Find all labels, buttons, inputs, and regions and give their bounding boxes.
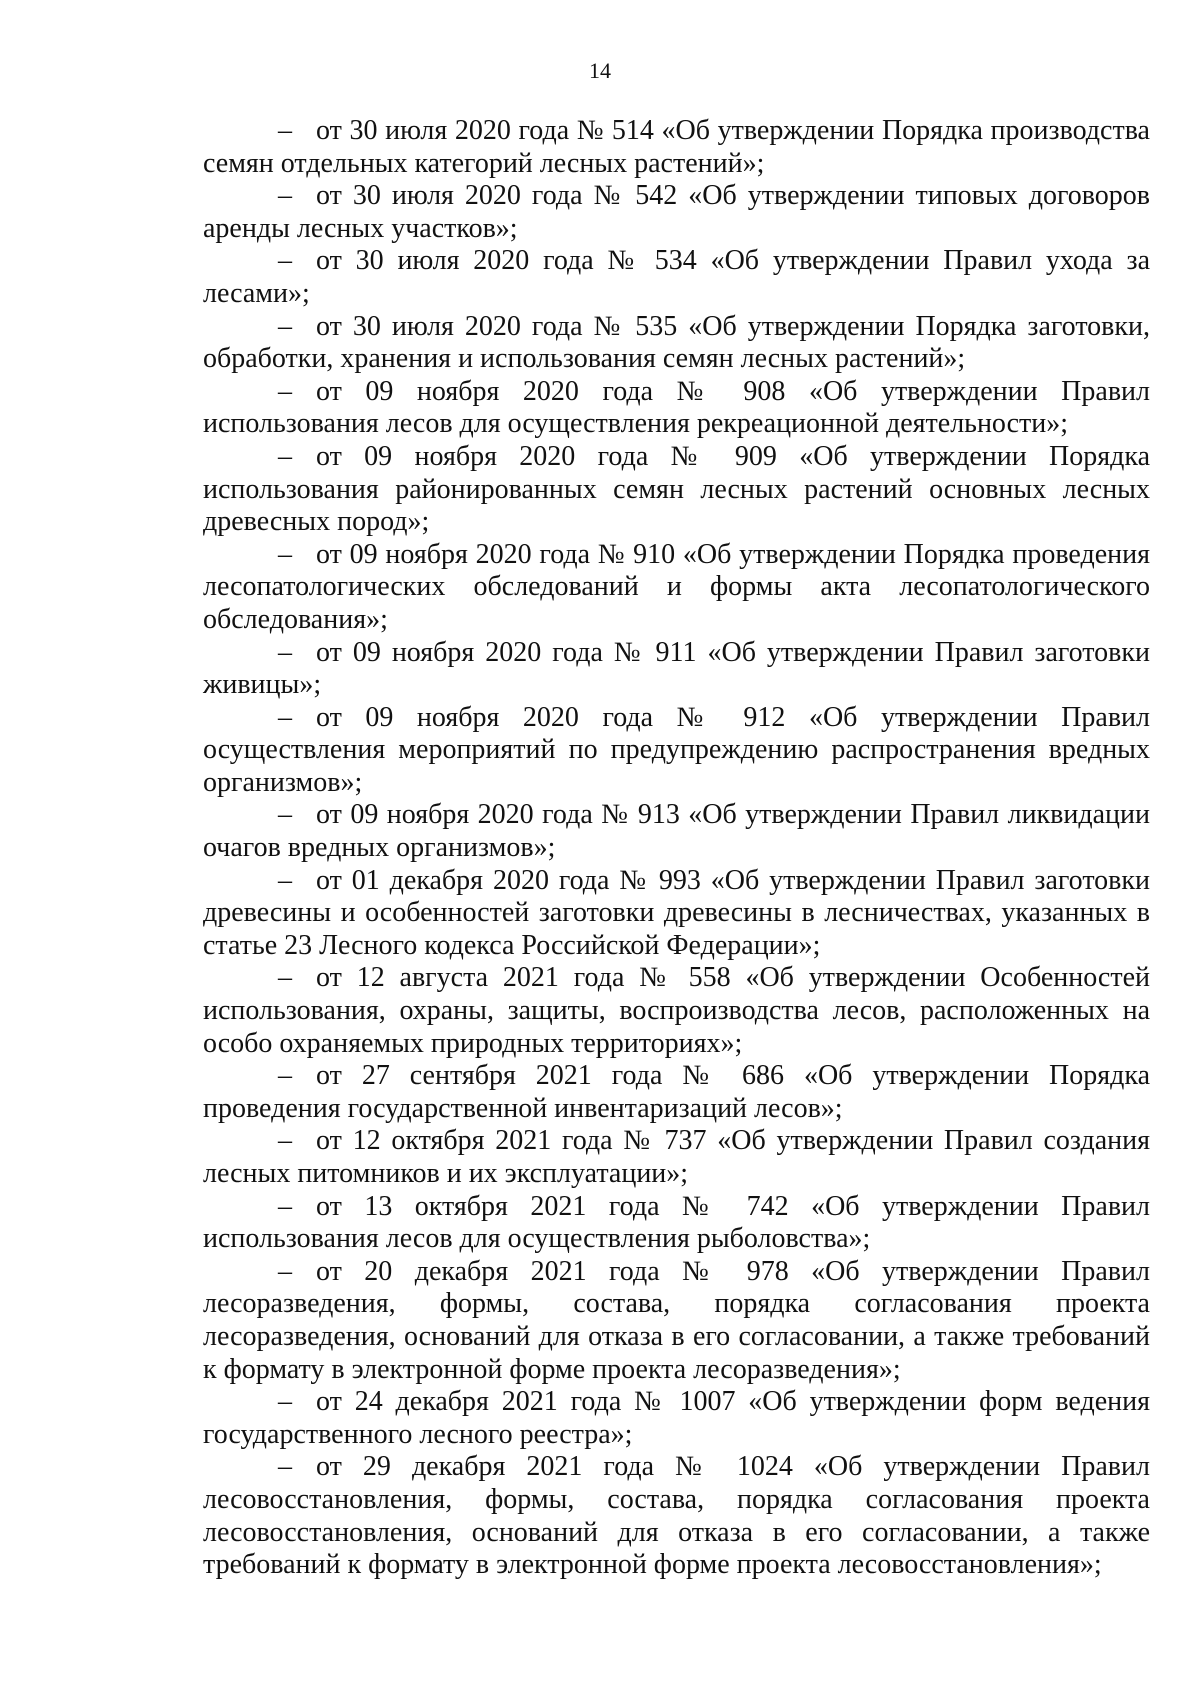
list-item-text: от 12 августа 2021 года № 558 «Об утверждении Особенностей использования, охраны, защиты, воспроизводства лесов, расположенных на особо охраняемых природных территориях»; (203, 962, 1150, 1059)
list-item-text: от 29 декабря 2021 года № 1024 «Об утверждении Правил лесовосстановления, формы, состава, порядка согласования проекта лесовосстановления, оснований для отказа в его согласовании, а также требований к формату в электронной форме проекта лесовосстановления»; (203, 1451, 1150, 1581)
list-item-text: от 09 ноября 2020 года № 909 «Об утверждении Порядка использования районированных семян лесных растений основных лесных древесных пород»; (203, 440, 1150, 538)
list-item-text: от 20 декабря 2021 года № 978 «Об утверждении Правил лесоразведения, формы, состава, порядка согласования проекта лесоразведения, оснований для отказа в его согласовании, а также требований к формату в электронной форме проекта лесоразведения»; (203, 1255, 1150, 1385)
list-item-text: от 09 ноября 2020 года № 913 «Об утверждении Правил ликвидации очагов вредных организмов»; (203, 799, 1150, 864)
page-number: 14 (589, 58, 611, 83)
list-item (203, 702, 1150, 800)
list-dash: – (278, 1451, 292, 1483)
list-item-text: от 30 июля 2020 года № 542 «Об утверждении типовых договоров аренды лесных участков»; (203, 180, 1150, 244)
list-item (203, 376, 1150, 441)
list-item (203, 1451, 1150, 1581)
list-item-text: от 24 декабря 2021 года № 1007 «Об утверждении форм ведения государственного лесного реестра»; (203, 1386, 1150, 1450)
list-item (203, 115, 1150, 180)
list-item (203, 1386, 1150, 1451)
list-item-text: от 09 ноября 2020 года № 910 «Об утверждении Порядка проведения лесопатологических обследований и формы акта лесопатологического обследования»; (203, 538, 1150, 635)
list-item (203, 539, 1150, 637)
list-item (203, 311, 1150, 376)
list-item (203, 441, 1150, 539)
list-dash: – (278, 864, 292, 896)
list-item-text: от 30 июля 2020 года № 535 «Об утверждении Порядка заготовки, обработки, хранения и использования семян лесных растений»; (203, 310, 1150, 375)
list-dash: – (278, 440, 292, 472)
list-item (203, 637, 1150, 702)
list-dash: – (278, 1190, 292, 1222)
list-dash: – (278, 180, 292, 212)
list-dash: – (278, 799, 292, 831)
list-dash: – (278, 962, 292, 994)
list-item-text: от 12 октября 2021 года № 737 «Об утверждении Правил создания лесных питомников и их эксплуатации»; (203, 1125, 1150, 1189)
list-dash: – (278, 1060, 292, 1092)
list-item (203, 180, 1150, 245)
list-item-text: от 27 сентября 2021 года № 686 «Об утверждении Порядка проведения государственной инвентаризаций лесов»; (203, 1060, 1150, 1124)
list-dash: – (278, 375, 292, 407)
list-item (203, 865, 1150, 963)
list-item-text: от 01 декабря 2020 года № 993 «Об утверждении Правил заготовки древесины и особенностей заготовки древесины в лесничествах, указанных в статье 23 Лесного кодекса Российской Федерации»; (203, 864, 1150, 961)
list-dash: – (278, 1255, 292, 1287)
document-body (203, 115, 1150, 1582)
list-dash: – (278, 1386, 292, 1418)
list-dash: – (278, 538, 292, 570)
list-item (203, 1191, 1150, 1256)
list-item (203, 1125, 1150, 1190)
list-dash: – (278, 701, 292, 733)
list-item-text: от 13 октября 2021 года № 742 «Об утверждении Правил использования лесов для осуществления рыболовства»; (203, 1190, 1150, 1255)
list-dash: – (278, 636, 292, 668)
list-item (203, 962, 1150, 1060)
list-dash: – (278, 245, 292, 277)
list-item-text: от 09 ноября 2020 года № 912 «Об утверждении Правил осуществления мероприятий по предупреждению распространения вредных организмов»; (203, 701, 1150, 798)
list-item-text: от 30 июля 2020 года № 534 «Об утверждении Правил ухода за лесами»; (203, 245, 1150, 309)
list-item (203, 1060, 1150, 1125)
list-dash: – (278, 1125, 292, 1157)
list-item (203, 245, 1150, 310)
list-item-text: от 30 июля 2020 года № 514 «Об утверждении Порядка производства семян отдельных категорий лесных растений»; (203, 115, 1150, 179)
list-item-text: от 09 ноября 2020 года № 908 «Об утверждении Правил использования лесов для осуществления рекреационной деятельности»; (203, 375, 1150, 440)
list-dash: – (278, 115, 292, 146)
list-dash: – (278, 310, 292, 342)
list-item (203, 799, 1150, 864)
list-item-text: от 09 ноября 2020 года № 911 «Об утверждении Правил заготовки живицы»; (203, 636, 1150, 701)
list-item (203, 1256, 1150, 1386)
